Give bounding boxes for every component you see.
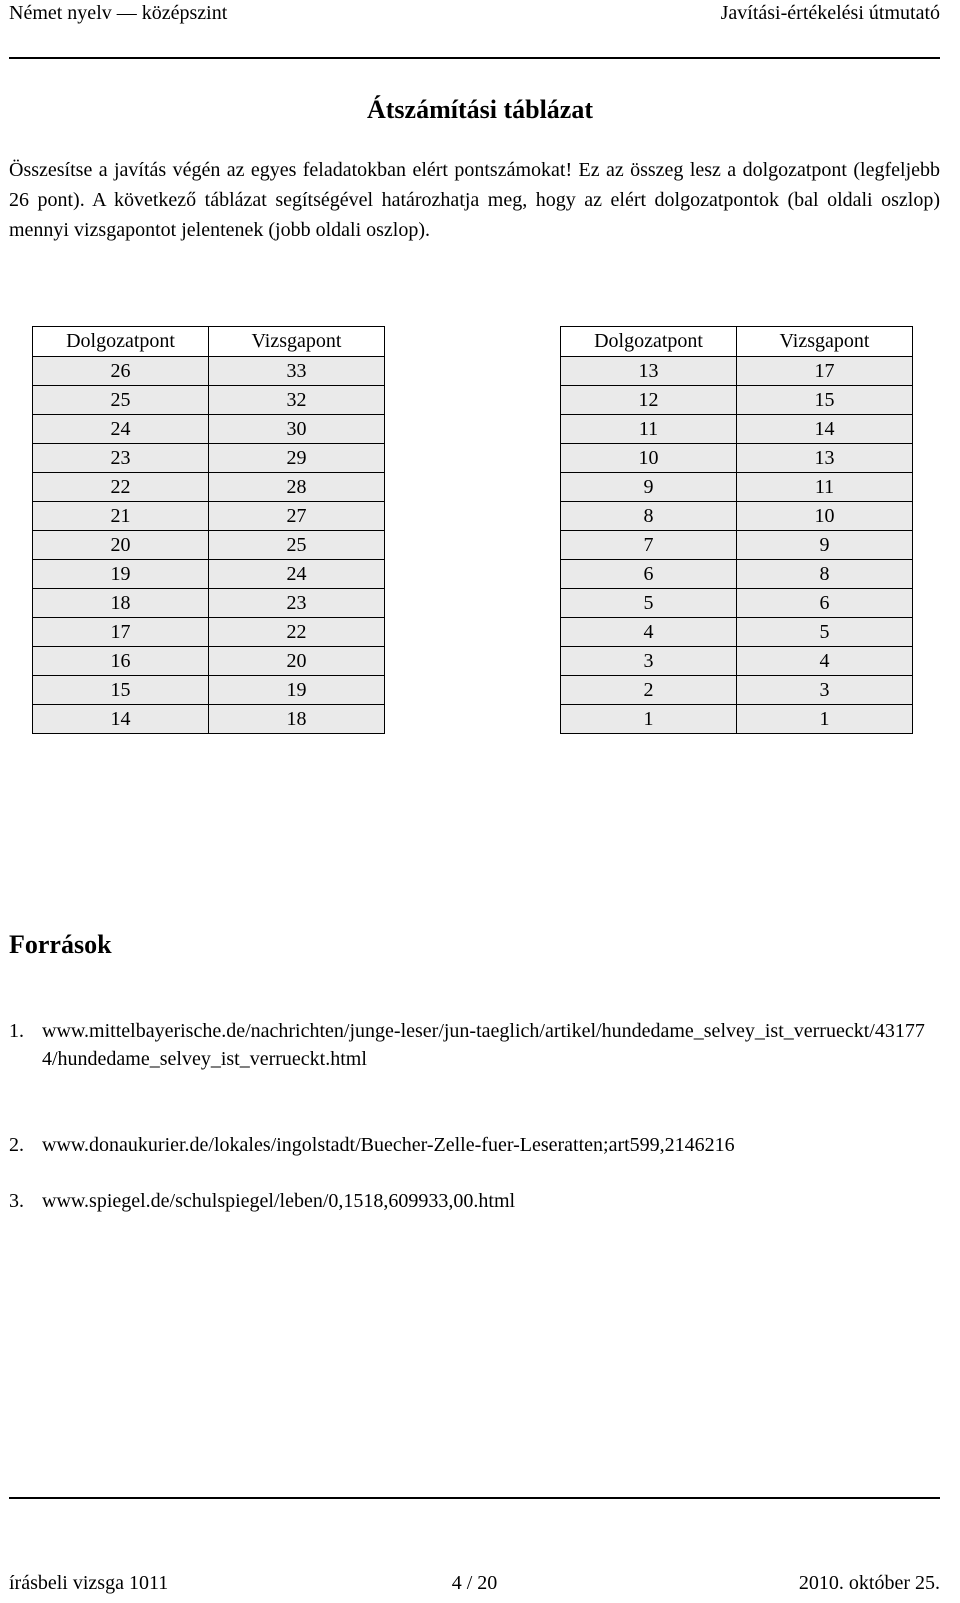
table-row (561, 676, 913, 705)
cell-vizsgapont: 1 (737, 705, 913, 734)
table-row (33, 357, 385, 386)
cell-vizsgapont: 9 (737, 531, 913, 560)
cell-dolgozatpont: 15 (33, 676, 209, 705)
cell-vizsgapont: 22 (209, 618, 385, 647)
sources-heading: Források (9, 930, 112, 959)
cell-vizsgapont: 11 (737, 473, 913, 502)
cell-dolgozatpont: 11 (561, 415, 737, 444)
cell-vizsgapont: 23 (209, 589, 385, 618)
cell-dolgozatpont: 24 (33, 415, 209, 444)
cell-vizsgapont: 8 (737, 560, 913, 589)
table-row (33, 444, 385, 473)
table-row (33, 386, 385, 415)
cell-dolgozatpont: 23 (33, 444, 209, 473)
table-row (33, 502, 385, 531)
cell-dolgozatpont: 19 (33, 560, 209, 589)
header-dolgozatpont: Dolgozatpont (33, 327, 209, 357)
footer-rule (9, 1497, 940, 1499)
cell-vizsgapont: 13 (737, 444, 913, 473)
source-url: www.donaukurier.de/lokales/ingolstadt/Buecher-Zelle-fuer-Leseratten;art599,2146216 (42, 1134, 735, 1156)
header-doc-type: Javítási-értékelési útmutató (720, 2, 940, 24)
cell-dolgozatpont: 22 (33, 473, 209, 502)
table-row (33, 560, 385, 589)
header-vizsgapont: Vizsgapont (209, 327, 385, 357)
source-url: www.spiegel.de/schulspiegel/leben/0,1518,609933,00.html (42, 1190, 516, 1212)
footer-date: 2010. október 25. (798, 1572, 940, 1594)
table-row (561, 386, 913, 415)
cell-vizsgapont: 28 (209, 473, 385, 502)
cell-dolgozatpont: 7 (561, 531, 737, 560)
cell-dolgozatpont: 20 (33, 531, 209, 560)
intro-paragraph: Összesítse a javítás végén az egyes feladatokban elért pontszámokat! Ez az összeg lesz a dolgozatpont (legfeljebb 26 pont). A következő táblázat segítségével határozhatja meg, hogy az elért dolgozatpontok (bal oldali oszlop) mennyi vizsgapontot jelentenek (jobb oldali oszlop). (9, 159, 940, 241)
table-row (33, 473, 385, 502)
source-item (9, 1131, 940, 1159)
cell-dolgozatpont: 14 (33, 705, 209, 734)
table-row (561, 589, 913, 618)
header-vizsgapont: Vizsgapont (737, 327, 913, 357)
source-number: 3. (9, 1190, 24, 1212)
cell-dolgozatpont: 3 (561, 647, 737, 676)
cell-vizsgapont: 20 (209, 647, 385, 676)
table-row (561, 705, 913, 734)
table-row (561, 618, 913, 647)
table-row (561, 502, 913, 531)
table-row (561, 415, 913, 444)
table-row (33, 705, 385, 734)
cell-dolgozatpont: 13 (561, 357, 737, 386)
header-rule (9, 57, 940, 59)
cell-dolgozatpont: 4 (561, 618, 737, 647)
cell-dolgozatpont: 9 (561, 473, 737, 502)
cell-dolgozatpont: 16 (33, 647, 209, 676)
source-item (9, 1187, 940, 1215)
table-row (33, 647, 385, 676)
table-row (33, 415, 385, 444)
cell-vizsgapont: 14 (737, 415, 913, 444)
table-row (561, 357, 913, 386)
cell-dolgozatpont: 1 (561, 705, 737, 734)
page-header (9, 0, 940, 30)
cell-vizsgapont: 15 (737, 386, 913, 415)
cell-vizsgapont: 18 (209, 705, 385, 734)
cell-dolgozatpont: 18 (33, 589, 209, 618)
cell-dolgozatpont: 12 (561, 386, 737, 415)
table-header-row (33, 327, 385, 357)
cell-vizsgapont: 25 (209, 531, 385, 560)
cell-vizsgapont: 33 (209, 357, 385, 386)
cell-dolgozatpont: 2 (561, 676, 737, 705)
source-url: www.mittelbayerische.de/nachrichten/junge-leser/jun-taeglich/artikel/hundedame_selvey_ist_verrueckt/431774/hundedame_selvey_ist_verrueckt.html (42, 1020, 925, 1070)
table-row (33, 589, 385, 618)
cell-vizsgapont: 27 (209, 502, 385, 531)
conversion-table-right (560, 326, 913, 734)
cell-vizsgapont: 4 (737, 647, 913, 676)
cell-dolgozatpont: 10 (561, 444, 737, 473)
table-row (33, 531, 385, 560)
cell-dolgozatpont: 17 (33, 618, 209, 647)
header-subject: Német nyelv — középszint (9, 2, 228, 24)
cell-dolgozatpont: 21 (33, 502, 209, 531)
cell-dolgozatpont: 6 (561, 560, 737, 589)
cell-vizsgapont: 5 (737, 618, 913, 647)
conversion-table-left (32, 326, 385, 734)
footer-page-number: 4 / 20 (451, 1572, 498, 1594)
footer-exam-code: írásbeli vizsga 1011 (9, 1572, 169, 1594)
table-row (561, 473, 913, 502)
page-title: Átszámítási táblázat (366, 95, 593, 124)
header-dolgozatpont: Dolgozatpont (561, 327, 737, 357)
table-row (561, 531, 913, 560)
table-row (33, 676, 385, 705)
table-row (33, 618, 385, 647)
cell-vizsgapont: 6 (737, 589, 913, 618)
cell-vizsgapont: 3 (737, 676, 913, 705)
source-item (9, 1017, 940, 1073)
cell-dolgozatpont: 5 (561, 589, 737, 618)
cell-vizsgapont: 10 (737, 502, 913, 531)
source-number: 2. (9, 1134, 24, 1156)
cell-vizsgapont: 32 (209, 386, 385, 415)
cell-dolgozatpont: 26 (33, 357, 209, 386)
cell-vizsgapont: 19 (209, 676, 385, 705)
cell-vizsgapont: 29 (209, 444, 385, 473)
cell-vizsgapont: 30 (209, 415, 385, 444)
table-row (561, 647, 913, 676)
page-footer (9, 1572, 940, 1600)
cell-dolgozatpont: 25 (33, 386, 209, 415)
table-header-row (561, 327, 913, 357)
cell-vizsgapont: 17 (737, 357, 913, 386)
cell-dolgozatpont: 8 (561, 502, 737, 531)
source-number: 1. (9, 1020, 24, 1042)
table-row (561, 444, 913, 473)
cell-vizsgapont: 24 (209, 560, 385, 589)
table-row (561, 560, 913, 589)
